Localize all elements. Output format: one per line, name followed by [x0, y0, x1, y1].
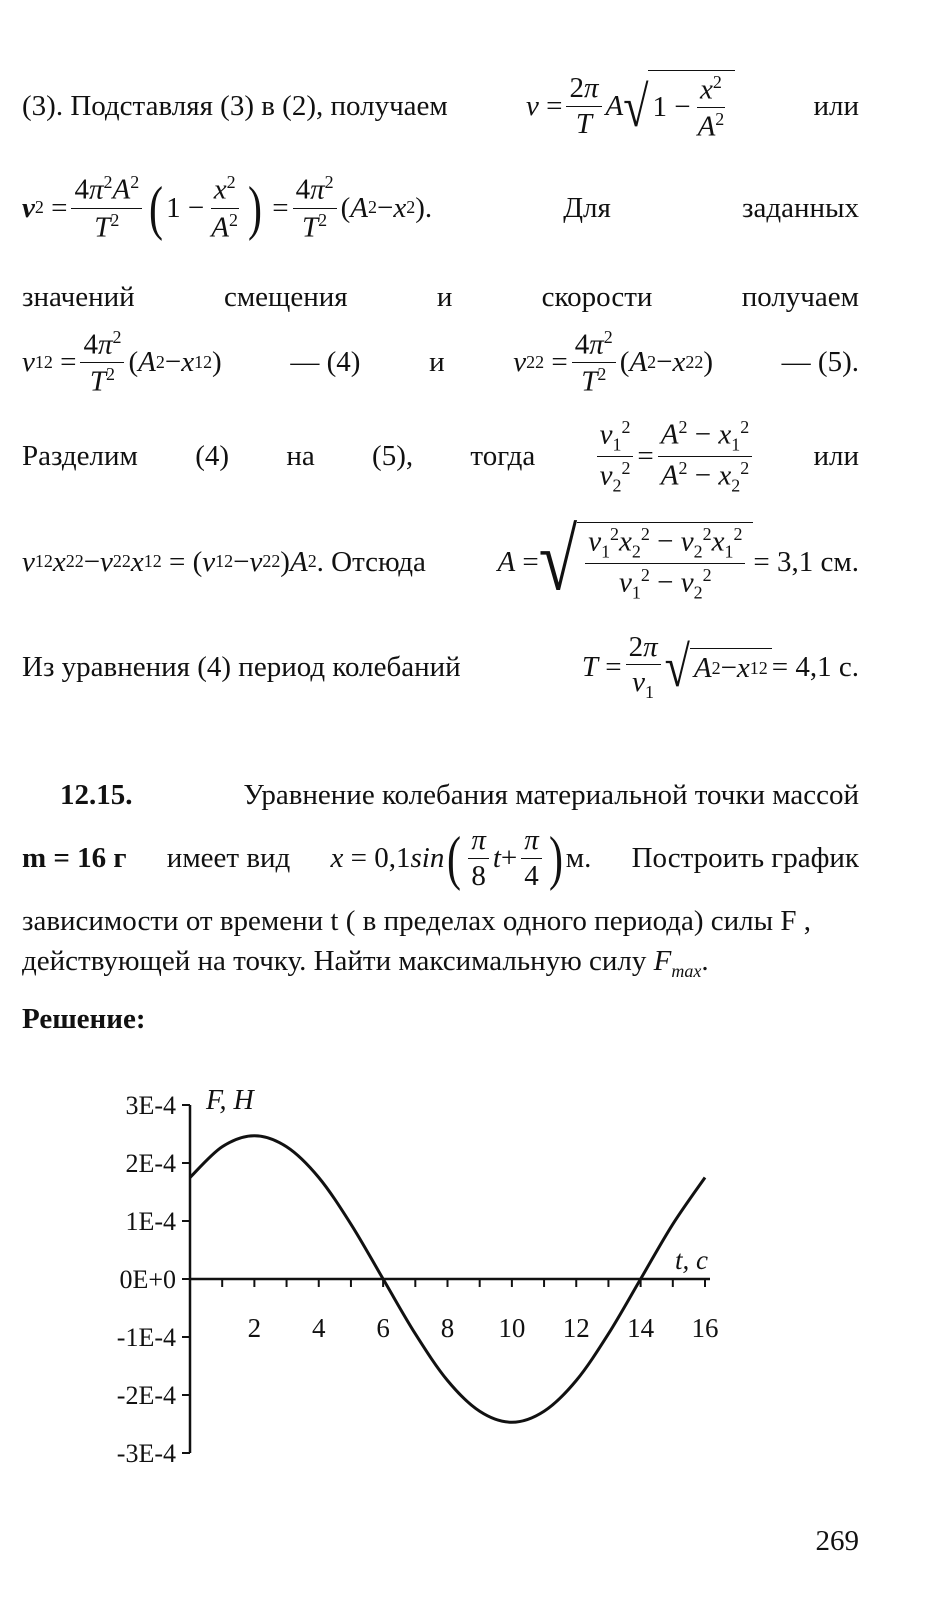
- word: (5),: [372, 440, 414, 473]
- formula-eq4: v 1 2 = $\frac{4\pi^2}{T^2}$ ( A 2 − x 1 2 ): [22, 327, 222, 398]
- formula-period: T = $\frac{2\pi}{v_1}$ √ A 2 − x 1 2 = 4,1 с.: [581, 631, 859, 703]
- formula-amplitude: A = √ $\frac{v_1^2x_2^2 - v_2^2x_1^2}{v_1^2 - v_2^2}$ = 3,1 см.: [497, 513, 859, 610]
- problem-line-3: [22, 904, 859, 939]
- x-tick-label: 16: [691, 1313, 719, 1343]
- word: и: [436, 281, 453, 313]
- problem-text-1: Уравнение колебания материальной точки массой: [243, 779, 859, 811]
- problem-mass: m = 16 г: [22, 841, 127, 874]
- x-tick-label: 14: [627, 1313, 655, 1343]
- formula-combined: v 1 2 x 2 2 − v 2 2 x 1 2 = ( v 1 2 − v 2 2 ) A 2 . Отсюда: [22, 545, 426, 578]
- y-tick-label: 0E+0: [119, 1265, 176, 1294]
- text-or: или: [813, 89, 859, 122]
- text-hence: . Отсюда: [316, 545, 426, 578]
- eq5-label: — (5).: [781, 346, 859, 379]
- solution-heading: Решение:: [22, 1003, 146, 1035]
- problem-line-2: [22, 822, 859, 894]
- word: тогда: [470, 440, 536, 473]
- word: на: [286, 440, 315, 473]
- paragraph-line-1: [22, 70, 859, 142]
- paragraph-line-5: [22, 418, 859, 496]
- x-tick-label: 6: [376, 1313, 390, 1343]
- unit-m: м.: [565, 841, 592, 874]
- amplitude-result: = 3,1 см.: [753, 545, 859, 578]
- text-substitution: (3). Подставляя (3) в (2), получаем: [22, 89, 448, 122]
- problem-text-4: действующей на точку. Найти максимальную силу: [22, 945, 647, 977]
- fmax-symbol: F: [653, 945, 672, 977]
- formula-eq5: v 2 2 = $\frac{4\pi^2}{T^2}$ ( A 2 − x 2 2 ): [513, 327, 714, 398]
- word: (4): [195, 440, 230, 473]
- y-tick-label: 3E-4: [125, 1091, 176, 1120]
- word: Разделим: [22, 440, 138, 473]
- word: скорости: [541, 281, 653, 313]
- problem-number: 12.15.: [60, 779, 133, 811]
- x-tick-label: 4: [312, 1313, 326, 1343]
- y-tick-label: -1E-4: [116, 1323, 176, 1352]
- paragraph-line-6: [22, 513, 859, 610]
- problem-text-3: зависимости от времени t ( в пределах одного периода) силы F ,: [22, 905, 812, 937]
- problem-line-4: действующей на точку. Найти максимальную силу $F_{max}$.: [22, 945, 709, 981]
- formula-velocity: v = $\frac{2\pi}{T}$ A √ 1 − $\frac{x^2}{A^2}$: [526, 70, 735, 142]
- force-time-chart: [90, 1075, 750, 1475]
- paragraph-line-4: [22, 328, 859, 397]
- x-tick-label: 12: [562, 1313, 590, 1343]
- fmax-subscript: max: [671, 960, 702, 981]
- y-tick-label: 2E-4: [125, 1149, 176, 1178]
- paragraph-line-7: [22, 632, 859, 702]
- y-tick-label: -2E-4: [116, 1381, 176, 1410]
- text-or-2: или: [813, 440, 859, 473]
- y-tick-label: 1E-4: [125, 1207, 176, 1236]
- word: значений: [22, 281, 135, 313]
- page-number: 269: [815, 1525, 859, 1557]
- eq4-label: — (4): [290, 346, 361, 379]
- problem-has-form: имеет вид: [166, 841, 291, 874]
- x-tick-label: 8: [440, 1313, 455, 1343]
- word: смещения: [223, 281, 348, 313]
- formula-oscillation: x = 0,1 sin ( $\frac{\pi}{8}$ t + $\frac{\pi}{4}$ ) м.: [330, 824, 592, 892]
- problem-build: Построить график: [631, 841, 859, 874]
- problem-line-1: [60, 778, 859, 813]
- text-given: заданных: [742, 191, 859, 224]
- paragraph-line-3: [22, 280, 859, 315]
- text-and: и: [429, 346, 445, 379]
- text-for: Для: [563, 191, 611, 224]
- formula-v-squared: v 2 = $\frac{4\pi^2A^2}{T^2}$ ( 1 − $\frac{x^2}{A^2}$ ) = $\frac{4\pi^2}{T^2}$ ( A 2 − x 2 ).: [22, 172, 433, 244]
- paragraph-line-2: [22, 172, 859, 244]
- text-period: Из уравнения (4) период колебаний: [22, 650, 461, 683]
- formula-ratio: $\frac{v_1^2}{v_2^2}$ = $\frac{A^2 - x_1^2}{A^2 - x_2^2}$: [593, 418, 757, 496]
- y-tick-label: -3E-4: [116, 1439, 176, 1468]
- y-axis-label: F, Н: [206, 1085, 254, 1116]
- period-result: = 4,1 с.: [771, 650, 859, 683]
- word: получаем: [741, 281, 859, 313]
- x-tick-label: 2: [247, 1313, 262, 1343]
- x-tick-label: 10: [498, 1313, 526, 1343]
- x-axis-label: t, с: [675, 1245, 708, 1275]
